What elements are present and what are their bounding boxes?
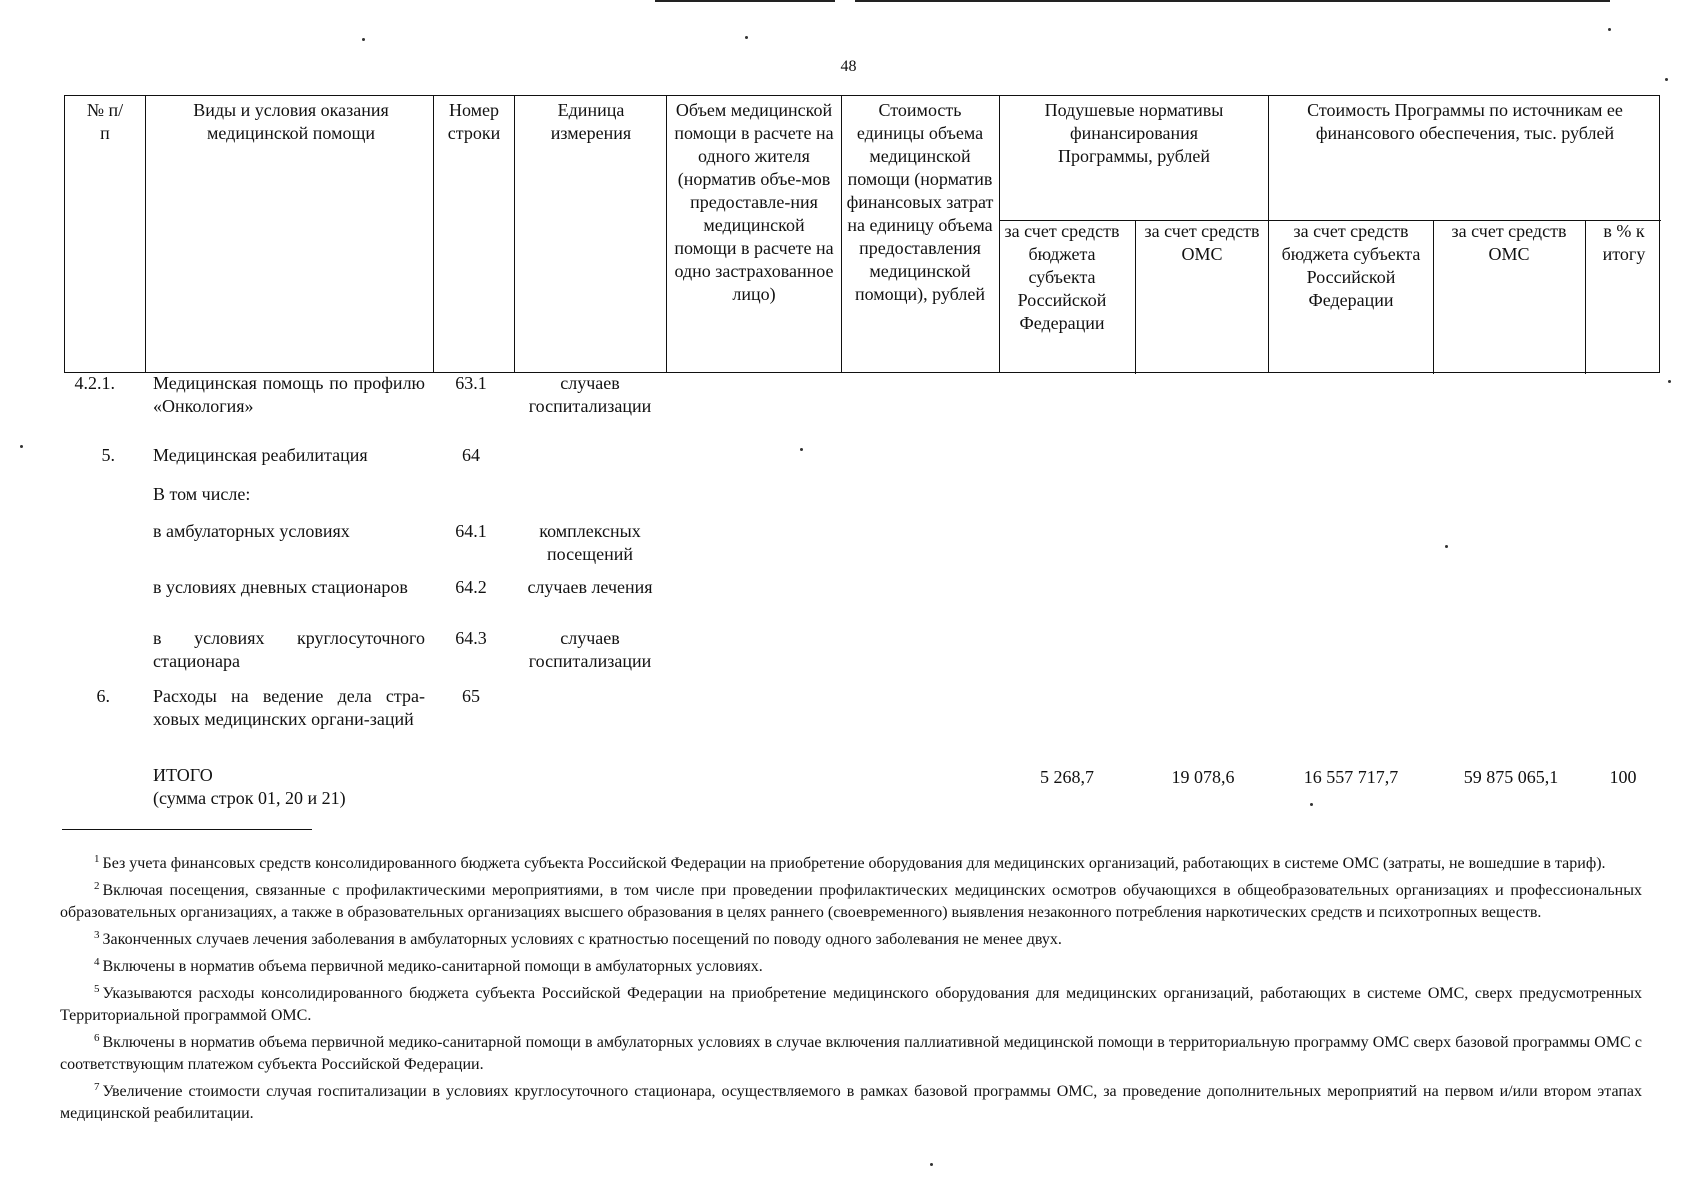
column-divider <box>841 96 842 372</box>
total-program-pct: 100 <box>1609 767 1637 787</box>
column-divider <box>1585 220 1586 374</box>
total-program-budget: 16 557 717,7 <box>1303 767 1399 787</box>
header-per-capita-budget: за счет средств бюджета субъекта Российской Федерации <box>1004 221 1120 333</box>
scan-speck <box>1668 380 1671 383</box>
row-name: Расходы на ведение дела стра-ховых медицинских органи-заций <box>153 686 425 729</box>
header-unit: Единица измерения <box>550 100 632 143</box>
footnote-text: Увеличение стоимости случая госпитализации в условиях круглосуточного стационара, осуществляемого в рамках базовой программы ОМС, за проведение дополнительных мероприятий на первом и/или втором этапах медицинской реабилитации. <box>60 1083 1642 1122</box>
row-unit: случаев лечения <box>527 577 653 597</box>
footnote-mark: 5 <box>94 983 100 995</box>
scan-speck <box>930 1163 933 1166</box>
footnote-text: Законченных случаев лечения заболевания в амбулаторных условиях с кратностью посещений по поводу одного заболевания не менее двух. <box>102 931 1062 948</box>
row-num: 5. <box>101 445 115 465</box>
footnote-mark: 6 <box>94 1032 100 1044</box>
scan-speck <box>362 38 365 41</box>
row-unit: случаев госпитализации <box>528 373 652 416</box>
header-types: Виды и условия оказания медицинской помощи <box>193 100 389 143</box>
scan-speck <box>1665 78 1668 81</box>
scan-edge-line <box>655 0 835 2</box>
footnote <box>60 848 1642 875</box>
scan-speck <box>1310 803 1313 806</box>
row-name: В том числе: <box>153 484 251 504</box>
row-unit: комплексных посещений <box>539 521 641 564</box>
column-divider <box>1135 220 1136 374</box>
column-divider <box>433 96 434 372</box>
row-name: в условиях круглосуточного стационара <box>153 628 425 671</box>
footnote-mark: 7 <box>94 1081 100 1093</box>
footnote-mark: 3 <box>94 929 100 941</box>
scan-speck <box>1608 28 1611 31</box>
header-program-budget: за счет средств бюджета субъекта Российской Федерации <box>1281 221 1421 310</box>
row-name: в условиях дневных стационаров <box>153 577 408 597</box>
column-divider <box>514 96 515 372</box>
footnote-mark: 4 <box>94 956 100 968</box>
row-code: 64 <box>462 445 480 465</box>
footnote-text: Включая посещения, связанные с профилактическими мероприятиями, в том числе при проведении профилактических медицинских осмотров обучающихся в общеобразовательных организациях и профессиональных образовательных организациях, а также в образовательных организациях высшего образования в целях раннего (своевременного) выявления незаконного потребления наркотических средств и психотропных веществ. <box>60 882 1642 921</box>
total-per-capita-oms: 19 078,6 <box>1171 767 1235 787</box>
scan-speck <box>800 448 803 451</box>
header-num: № п/п <box>86 100 124 143</box>
column-divider <box>1433 220 1434 374</box>
footnote-text: Без учета финансовых средств консолидированного бюджета субъекта Российской Федерации на приобретение оборудования для медицинских организаций, работающих в системе ОМС (затраты, не вошедшие в тариф). <box>102 855 1606 872</box>
header-program-oms: за счет средств ОМС <box>1451 221 1567 264</box>
row-name: Медицинская реабилитация <box>153 445 368 465</box>
scan-speck <box>1445 545 1448 548</box>
row-name: в амбулаторных условиях <box>153 521 350 541</box>
footnotes <box>60 848 1642 1125</box>
row-code: 65 <box>462 686 480 706</box>
row-code: 63.1 <box>455 373 487 393</box>
table-header <box>64 95 1660 373</box>
row-code: 64.2 <box>455 577 487 597</box>
header-cost: Стоимость единицы объема медицинской помощи (норматив финансовых затрат на единицу объема предоставления медицинской помощи), рублей <box>846 100 994 304</box>
column-divider <box>999 96 1000 372</box>
footnote <box>60 875 1642 924</box>
footnote <box>60 1076 1642 1125</box>
footnote <box>60 924 1642 951</box>
header-program-cost: Стоимость Программы по источникам ее финансового обеспечения, тыс. рублей <box>1307 100 1623 143</box>
header-program-pct: в % к итогу <box>1602 221 1646 264</box>
page-number: 48 <box>840 58 857 75</box>
header-per-capita-oms: за счет средств ОМС <box>1144 221 1260 264</box>
total-sublabel: (сумма строк 01, 20 и 21) <box>153 788 346 808</box>
header-row-number: Номер строки <box>447 100 501 143</box>
row-code: 64.1 <box>455 521 487 541</box>
scan-speck <box>745 36 748 39</box>
footnote-text: Включены в норматив объема первичной медико-санитарной помощи в амбулаторных условиях в случае включения паллиативной медицинской помощи в территориальную программу ОМС сверх базовой программы ОМС с соответствующим платежом субъекта Российской Федерации. <box>60 1034 1642 1073</box>
total-per-capita-budget: 5 268,7 <box>1040 767 1094 787</box>
footnote-text: Указываются расходы консолидированного бюджета субъекта Российской Федерации на приобретение медицинского оборудования для медицинских организаций, работающих в системе ОМС, сверх предусмотренных Территориальной программой ОМС. <box>60 985 1642 1024</box>
footnote <box>60 951 1642 978</box>
footnote-rule <box>62 829 312 830</box>
footnote-mark: 2 <box>94 880 100 892</box>
total-label: ИТОГО <box>153 765 213 785</box>
footnote-text: Включены в норматив объема первичной медико-санитарной помощи в амбулаторных условиях. <box>102 958 763 975</box>
row-unit: случаев госпитализации <box>528 628 652 671</box>
column-divider <box>1268 96 1269 372</box>
column-divider <box>666 96 667 372</box>
column-divider <box>145 96 146 372</box>
header-per-capita: Подушевые нормативы финансирования Программы, рублей <box>1044 100 1224 166</box>
row-code: 64.3 <box>455 628 487 648</box>
footnote <box>60 1027 1642 1076</box>
scan-speck <box>20 445 23 448</box>
scan-edge-line <box>855 0 1610 2</box>
row-name: Медицинская помощь по профилю «Онкология» <box>153 373 425 416</box>
footnote-mark: 1 <box>94 853 100 865</box>
footnote <box>60 978 1642 1027</box>
row-num: 4.2.1. <box>74 373 115 393</box>
total-program-oms: 59 875 065,1 <box>1463 767 1559 787</box>
header-volume: Объем медицинской помощи в расчете на одного жителя (норматив объе-мов предоставле-ния медицинской помощи в расчете на одно застрахованное лицо) <box>674 100 834 304</box>
row-num: 6. <box>96 686 110 706</box>
